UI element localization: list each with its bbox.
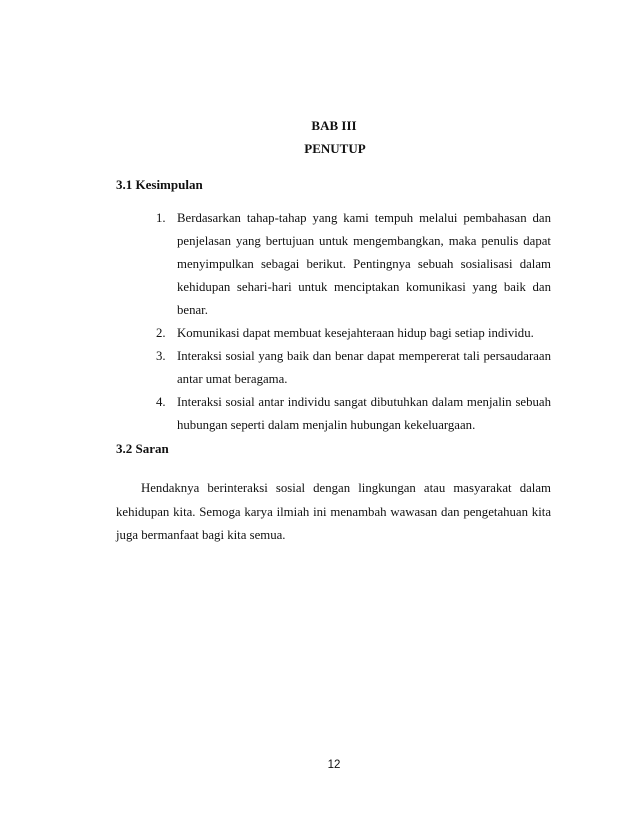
list-item bbox=[156, 391, 551, 437]
list-item bbox=[156, 207, 551, 322]
list-item-text: Interaksi sosial antar individu sangat dibutuhkan dalam menjalin sebuah hubungan seperti dalam menjalin hubungan kekeluargaan. bbox=[177, 395, 551, 432]
list-item bbox=[156, 345, 551, 391]
list-marker: 1. bbox=[156, 211, 166, 225]
list-marker: 2. bbox=[156, 326, 166, 340]
page-number: 12 bbox=[327, 759, 341, 771]
list-marker: 3. bbox=[156, 349, 166, 363]
list-marker: 4. bbox=[156, 395, 166, 409]
list-item-text: Komunikasi dapat membuat kesejahteraan hidup bagi setiap individu. bbox=[177, 326, 534, 340]
list-item bbox=[156, 322, 551, 345]
list-item-text: Interaksi sosial yang baik dan benar dapat mempererat tali persaudaraan antar umat beragama. bbox=[177, 349, 551, 386]
section-heading-saran: 3.2 Saran bbox=[116, 441, 169, 456]
suggestion-paragraph: Hendaknya berinteraksi sosial dengan lingkungan atau masyarakat dalam kehidupan kita. Semoga karya ilmiah ini menambah wawasan dan pengetahuan kita juga bermanfaat bagi kita semua. bbox=[116, 481, 551, 542]
chapter-number: BAB III bbox=[311, 118, 357, 133]
list-item-text: Berdasarkan tahap-tahap yang kami tempuh melalui pembahasan dan penjelasan yang bertujuan untuk mengembangkan, maka penulis dapat menyimpulkan sebagai berikut. Pentingnya sebuah sosialisasi dalam kehidupan sehari-hari untuk menciptakan komunikasi yang baik dan benar. bbox=[177, 211, 551, 317]
section-heading-kesimpulan: 3.1 Kesimpulan bbox=[116, 177, 203, 192]
chapter-title: PENUTUP bbox=[304, 141, 366, 156]
conclusion-list bbox=[156, 207, 551, 437]
